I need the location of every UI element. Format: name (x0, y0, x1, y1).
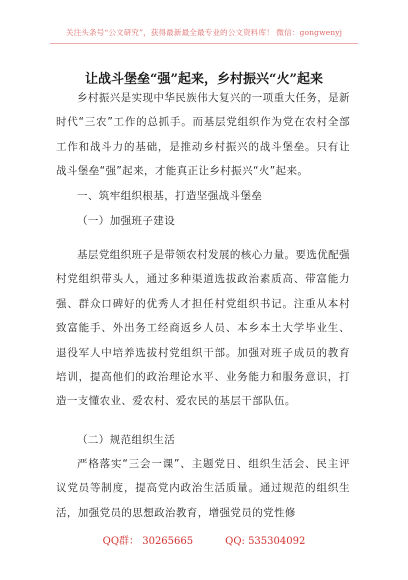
subsection-heading-1: （一）加强班子建设 (77, 215, 176, 227)
section-heading-1: 一、筑牢组织根基，打造坚强战斗堡垒 (77, 190, 263, 202)
page-header: 关注头条号“公文研究”，获得最新最全最专业的公文资料库！ 微信：gongwenyj (65, 28, 343, 37)
subsection-2-paragraph: 严格落实“三会一课”、主题党日、组织生活会、民主评议党员等制度，提高党内政治生活质量。通过规范的组织生活，加强党员的思想政治教育，增强党员的党性修 (56, 458, 350, 519)
footer-qq-number: QQ: 535304092 (225, 536, 306, 547)
page-footer (0, 532, 408, 547)
intro-paragraph: 乡村振兴是实现中华民族伟大复兴的一项重大任务，是新时代“三农”工作的总抓手。而基层党组织作为党在农村全部工作和战斗力的基础，是推动乡村振兴的战斗堡垒。只有让战斗堡垒“强”起来，才能真正让乡村振兴“火”起来。 (56, 92, 350, 178)
subsection-1-paragraph: 基层党组织班子是带领农村发展的核心力量。要选优配强村党组织带头人，通过多种渠道选拔政治素质高、带富能力强、群众口碑好的优秀人才担任村党组织书记。注重从本村致富能手、外出务工经商返乡人员、本乡本土大学毕业生、退役军人中培养选拔村党组织干部。加强对班子成员的教育培训，提高他们的政治理论水平、业务能力和服务意识，打造一支懂农业、爱农村、爱农民的基层干部队伍。 (56, 249, 350, 408)
footer-qq-group: QQ群： 30265665 (102, 536, 194, 547)
subsection-heading-2: （二）规范组织生活 (77, 434, 176, 446)
document-title: 让战斗堡垒“强”起来，乡村振兴“火”起来 (85, 72, 323, 87)
header-divider (50, 43, 358, 44)
